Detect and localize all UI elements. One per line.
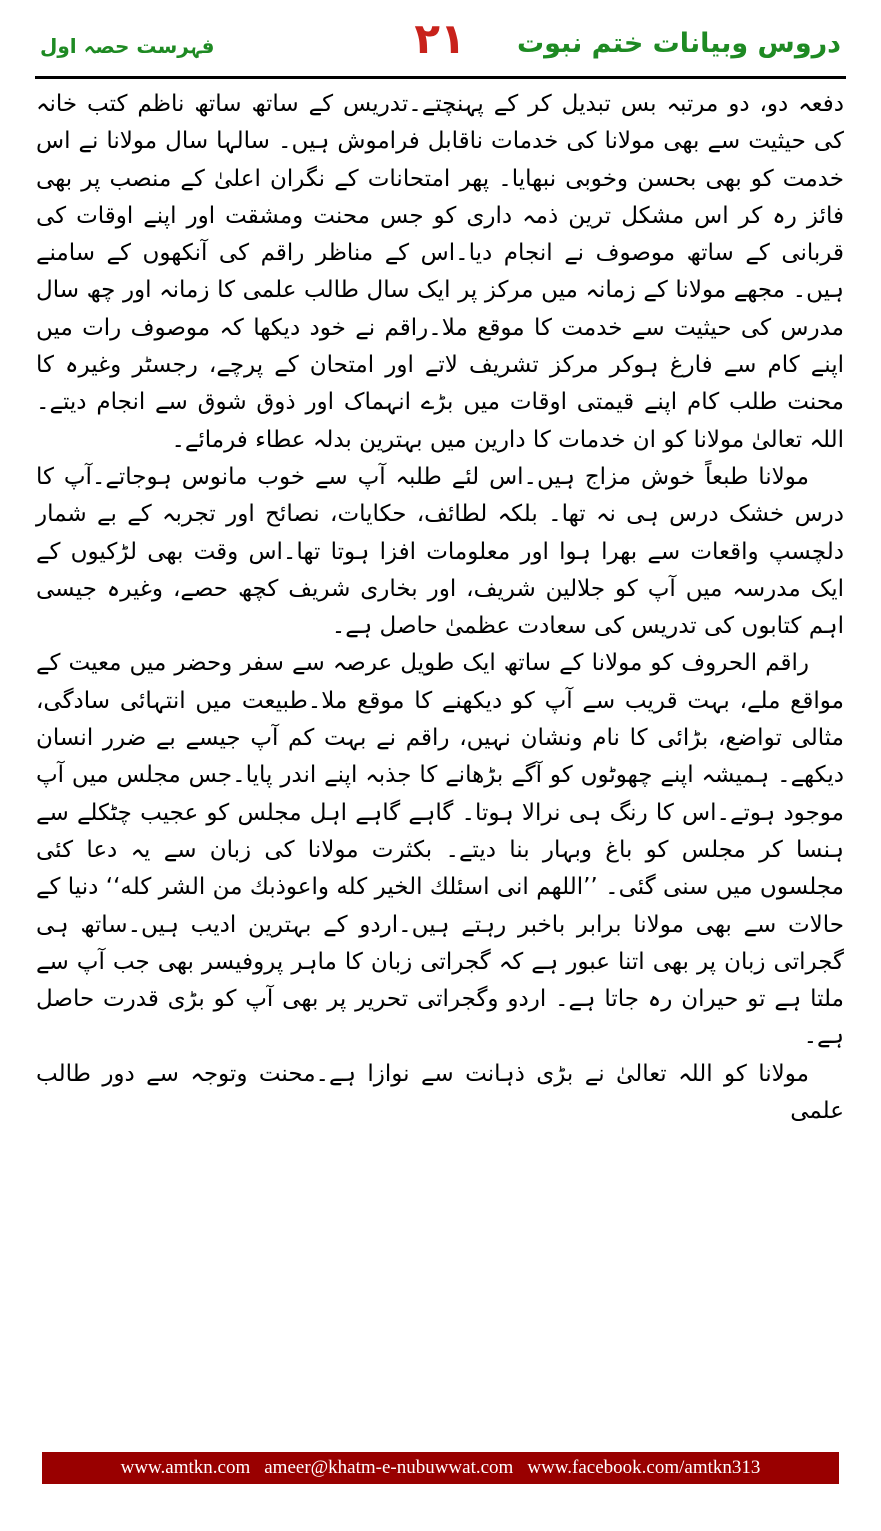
book-title: دروس وبیانات ختم نبوت	[517, 28, 841, 59]
email-link[interactable]: ameer@khatm-e-nubuwwat.com	[264, 1457, 514, 1478]
paragraph: راقم الحروف کو مولانا کے ساتھ ایک طویل عرصہ سے سفر وحضر میں معیت کے مواقع ملے، بہت قریب سے آپ کو دیکھنے کا موقع ملا۔طبیعت میں انتہائی سادگی، مثالی تواضع، بڑائی کا نام ونشان نہیں، راقم نے بہت کم آپ جیسے بے ضرر انسان دیکھے۔ ہمیشہ اپنے چھوٹوں کو آگے بڑھانے کا جذبہ اپنے اندر پایا۔جس مجلس میں آپ موجود ہوتے۔اس کا رنگ ہی نرالا ہوتا۔ گاہے گاہے اہل مجلس کو عجیب چٹکلے سے ہنسا کر مجلس کو باغ وبہار بنا دیتے۔ بکثرت مولانا کی زبان سے یہ دعا کئی مجلسوں میں سنی گئی۔ ’’اللھم انی اسئلك الخیر كله واعوذبك من الشر كله‘‘ دنیا کے حالات سے بھی مولانا برابر باخبر رہتے ہیں۔اردو کے بہترین ادیب ہیں۔ساتھ ہی گجراتی زبان پر بھی اتنا عبور ہے کہ گجراتی زبان کا ماہر پروفیسر بھی جب آپ سے ملتا ہے تو حیران رہ جاتا ہے۔ اردو وگجراتی تحریر پر بھی آپ کو بڑی قدرت حاصل ہے۔	[36, 650, 844, 1050]
paragraph: مولانا کو اللہ تعالیٰ نے بڑی ذہانت سے نوازا ہے۔محنت وتوجہ سے دور طالب علمی	[36, 1060, 844, 1125]
header-divider	[35, 76, 846, 79]
footer-bar	[42, 1452, 839, 1484]
page-number: ٢١	[414, 14, 466, 63]
section-label: فہرست حصہ اول	[40, 34, 215, 58]
website-link[interactable]: www.amtkn.com	[120, 1457, 251, 1478]
facebook-link[interactable]: www.facebook.com/amtkn313	[527, 1457, 761, 1478]
paragraph: دفعہ دو، دو مرتبہ بس تبدیل کر کے پہنچتے۔تدریس کے ساتھ ساتھ ناظم کتب خانہ کی حیثیت سے بھی مولانا کی خدمات ناقابل فراموش ہیں۔ سالہا سال مولانا نے اس خدمت کو بھی بحسن وخوبی نبھایا۔ پھر امتحانات کے نگران اعلیٰ کے منصب پر بھی فائز رہ کر اس مشکل ترین ذمہ داری کو جس محنت ومشقت اور اپنے اوقات کی قربانی کے ساتھ موصوف نے انجام دیا۔اس کے مناظر راقم کی آنکھوں کے سامنے ہیں۔ مجھے مولانا کے زمانہ میں مرکز پر ایک سال طالب علمی کا زمانہ اور چھ سال مدرس کی حیثیت سے خدمت کا موقع ملا۔راقم نے خود دیکھا کہ موصوف رات میں اپنے کام سے فارغ ہوکر مرکز تشریف لاتے اور امتحان کے پرچے، رجسٹر وغیرہ کا محنت طلب کام اپنے قیمتی اوقات میں بڑے انہماک اور ذوق شوق سے انجام دیتے۔ اللہ تعالیٰ مولانا کو ان خدمات کا دارین میں بہترین بدلہ عطاء فرمائے۔	[36, 91, 844, 453]
page-header	[0, 0, 881, 80]
page-body	[36, 86, 844, 1130]
paragraph: مولانا طبعاً خوش مزاج ہیں۔اس لئے طلبہ آپ سے خوب مانوس ہوجاتے۔آپ کا درس خشک درس ہی نہ تھا۔ بلکہ لطائف، حکایات، نصائح اور تجربہ کے بے شمار دلچسپ واقعات سے بھرا ہوا اور معلومات افزا ہوتا تھا۔اس وقت بھی لڑکیوں کے ایک مدرسہ میں آپ کو جلالین شریف، اور بخاری شریف کچھ حصے، وغیرہ جیسی اہم کتابوں کی تدریس کی سعادت عظمیٰ حاصل ہے۔	[36, 463, 844, 640]
